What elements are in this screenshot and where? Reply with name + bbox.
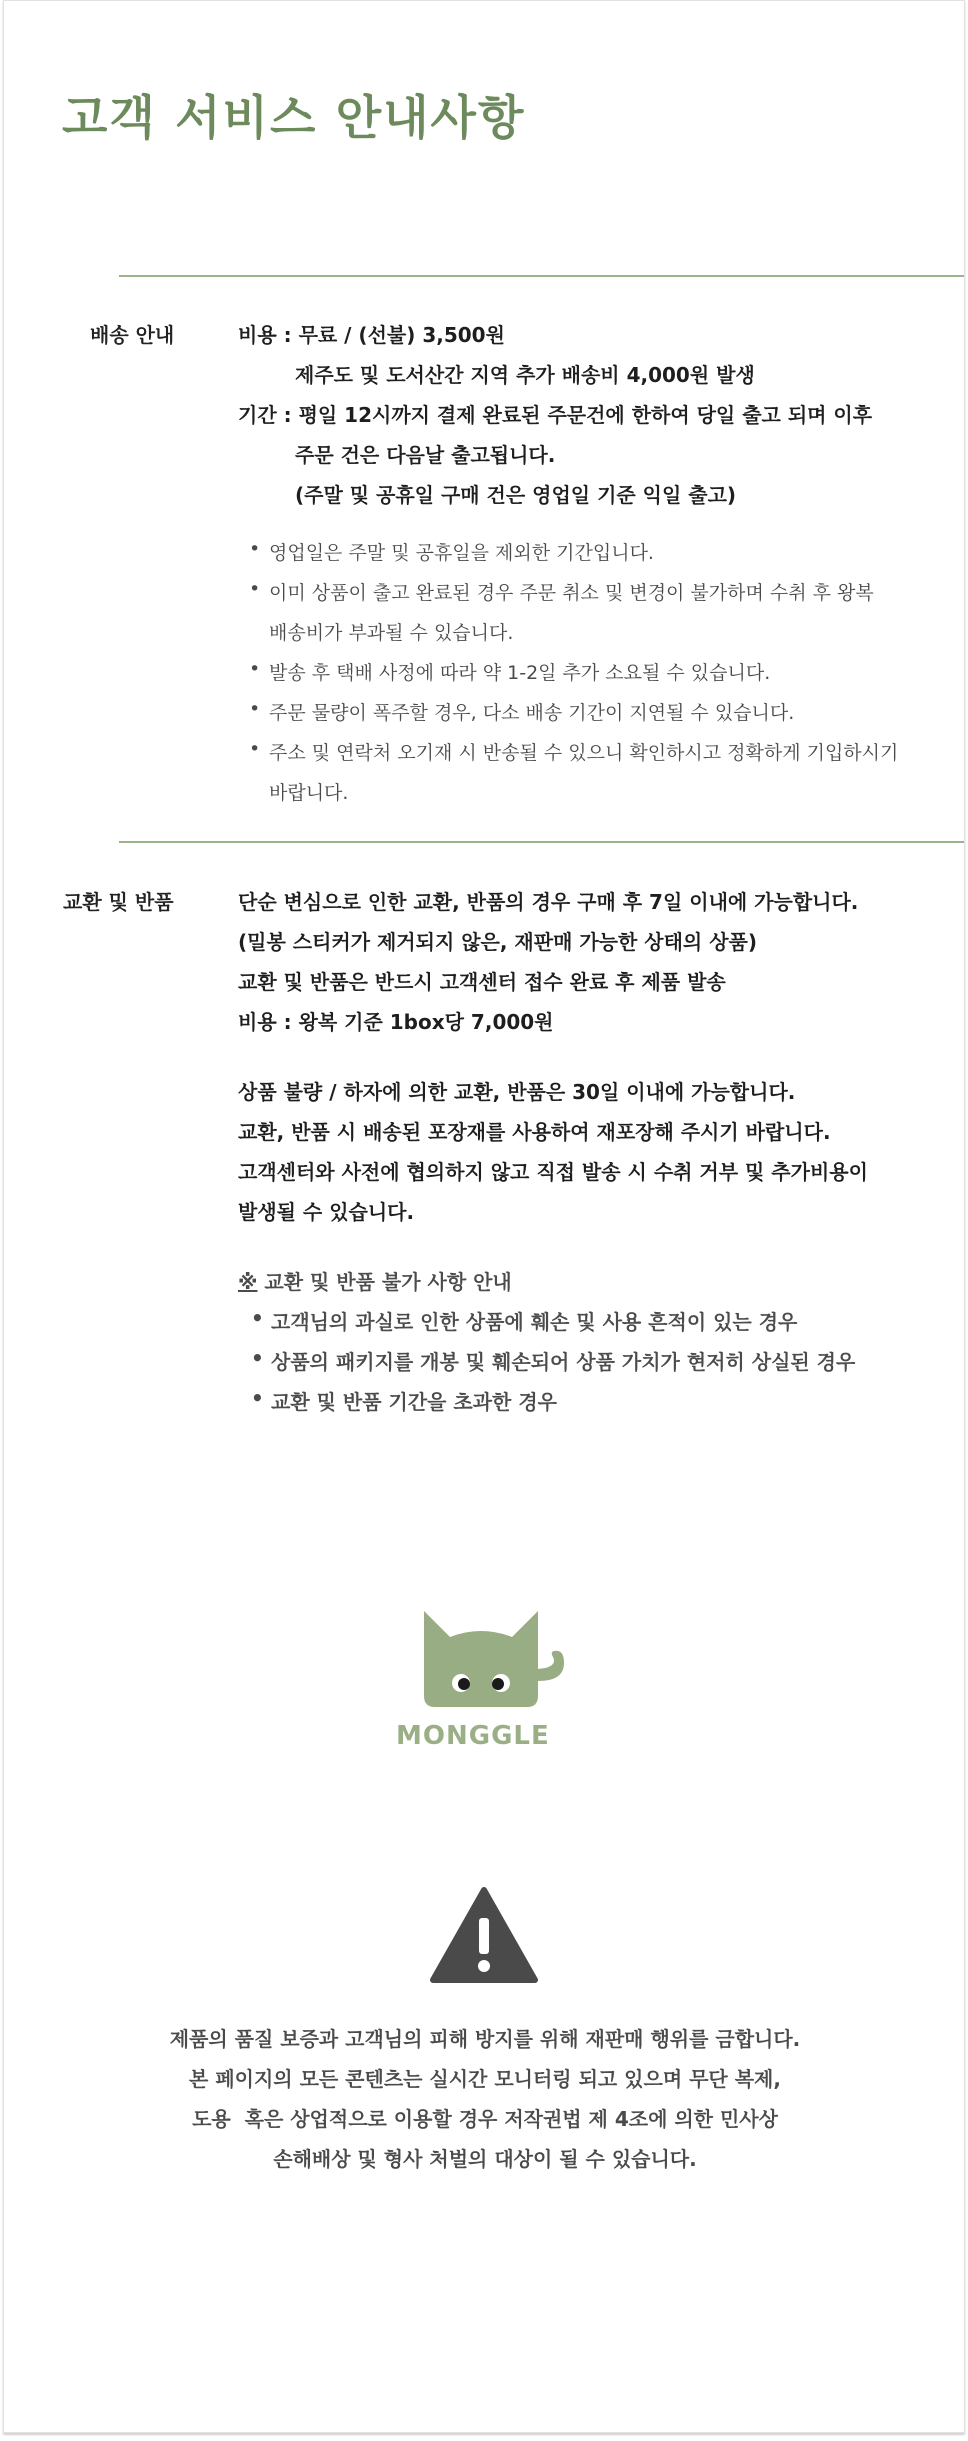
shipping-note: • 주문 물량이 폭주할 경우, 다소 배송 기간이 지연될 수 있습니다. bbox=[269, 698, 794, 725]
warning-text: 제품의 품질 보증과 고객님의 피해 방지를 위해 재판매 행위를 금합니다. bbox=[169, 2027, 801, 2051]
warning-triangle-icon bbox=[429, 1886, 539, 1986]
shipping-period-line-3: (주말 및 공휴일 구매 건은 영업일 기준 익일 출고) bbox=[295, 483, 737, 507]
warning-text: 도용 혹은 상업적으로 이용할 경우 저작권법 제 4조에 의한 민사상 bbox=[192, 2107, 778, 2131]
cat-logo-icon bbox=[414, 1601, 584, 1713]
shipping-note: • 영업일은 주말 및 공휴일을 제외한 기간입니다. bbox=[269, 538, 654, 565]
shipping-note: • 주소 및 연락처 오기재 시 반송될 수 있으니 확인하시고 정확하게 기입하시기 bbox=[269, 738, 898, 765]
exchange-cost-line: 비용 : 왕복 기준 1box당 7,000원 bbox=[238, 1010, 554, 1034]
page-title: 고객 서비스 안내사항 bbox=[62, 91, 526, 146]
shipping-label: 배송 안내 bbox=[90, 323, 175, 347]
shipping-note: • 이미 상품이 출고 완료된 경우 주문 취소 및 변경이 불가하며 수취 후 왕복 bbox=[269, 578, 874, 605]
exchange-line: (밀봉 스티커가 제거되지 않은, 재판매 가능한 상태의 상품) bbox=[238, 930, 757, 954]
shipping-note: • 발송 후 택배 사정에 따라 약 1-2일 추가 소요될 수 있습니다. bbox=[269, 658, 770, 685]
notice-page bbox=[3, 0, 965, 2433]
divider-top bbox=[119, 275, 964, 277]
exchange-label: 교환 및 반품 bbox=[63, 890, 174, 914]
brand-logo-text: MONGGLE bbox=[396, 1721, 550, 1751]
shipping-note-cont: 배송비가 부과될 수 있습니다. bbox=[269, 622, 514, 644]
notice-item: • 상품의 패키지를 개봉 및 훼손되어 상품 가치가 현저히 상실된 경우 bbox=[271, 1346, 855, 1375]
defect-line: 상품 불량 / 하자에 의한 교환, 반품은 30일 이내에 가능합니다. bbox=[238, 1080, 796, 1104]
warning-text: 본 페이지의 모든 콘텐츠는 실시간 모니터링 되고 있으며 무단 복제, bbox=[189, 2067, 781, 2091]
defect-line: 고객센터와 사전에 협의하지 않고 직접 발송 시 수취 거부 및 추가비용이 bbox=[238, 1160, 868, 1184]
defect-line: 교환, 반품 시 배송된 포장재를 사용하여 재포장해 주시기 바랍니다. bbox=[238, 1120, 831, 1144]
shipping-cost-line: 비용 : 무료 / (선불) 3,500원 bbox=[238, 323, 505, 347]
exchange-line: 교환 및 반품은 반드시 고객센터 접수 완료 후 제품 발송 bbox=[238, 970, 726, 994]
notice-item: • 교환 및 반품 기간을 초과한 경우 bbox=[271, 1386, 557, 1415]
exchange-line: 단순 변심으로 인한 교환, 반품의 경우 구매 후 7일 이내에 가능합니다. bbox=[238, 890, 859, 914]
notice-heading-text: 교환 및 반품 불가 사항 안내 bbox=[257, 1270, 512, 1294]
warning-text: 손해배상 및 형사 처벌의 대상이 될 수 있습니다. bbox=[273, 2147, 697, 2171]
notice-item: • 고객님의 과실로 인한 상품에 훼손 및 사용 흔적이 있는 경우 bbox=[271, 1306, 797, 1335]
shipping-note-cont: 바랍니다. bbox=[269, 782, 349, 804]
reference-mark: ※ bbox=[238, 1270, 258, 1294]
defect-line: 발생될 수 있습니다. bbox=[238, 1200, 415, 1224]
shipping-period-line-2: 주문 건은 다음날 출고됩니다. bbox=[295, 443, 556, 467]
divider-middle bbox=[119, 841, 964, 843]
notice-heading bbox=[238, 1266, 512, 1295]
shipping-period-line: 기간 : 평일 12시까지 결제 완료된 주문건에 한하여 당일 출고 되며 이후 bbox=[238, 403, 873, 427]
shipping-extra-fee-line: 제주도 및 도서산간 지역 추가 배송비 4,000원 발생 bbox=[295, 363, 755, 387]
